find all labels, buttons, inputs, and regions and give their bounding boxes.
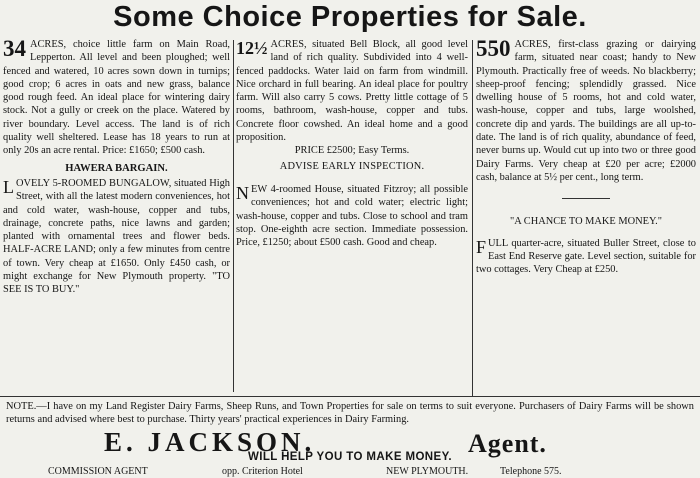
note-divider <box>0 396 700 397</box>
agent-name: E. JACKSON. <box>104 427 316 457</box>
acreage-number: 12½ <box>236 38 268 58</box>
grazing-farm-listing <box>476 38 696 184</box>
office-town: NEW PLYMOUTH. <box>386 466 469 477</box>
drop-letter: F <box>476 236 487 257</box>
drop-letter: N <box>236 182 249 203</box>
buller-street-listing <box>476 237 696 277</box>
office-address: opp. Criterion Hotel <box>222 466 303 477</box>
drop-letter: L <box>3 176 14 197</box>
column-divider-left <box>233 40 234 392</box>
column-divider-right <box>472 40 473 396</box>
lepperton-farm-listing <box>3 38 230 158</box>
commission-label: COMMISSION AGENT <box>48 466 148 477</box>
price-line: PRICE £2500; Easy Terms. <box>294 145 410 157</box>
telephone-number: Telephone 575. <box>500 466 562 477</box>
fitzroy-house-listing <box>236 183 468 249</box>
listing-text: ACRES, choice little farm on Main Road, Lepperton. All level and been ploughed; well fenced and watered, 10 acres sown down in turnips; good crop; 6 acres in oats and new grass, balance good rough feed. An ideal place for wintering dairy stock. Not a gully or creek on the place. Watered by river boundary. Level access. The land is of rich quality well sheltered. Lease has 18 years to run at only 20s an acre rental. Price: £1650; £500 cash. <box>3 39 230 157</box>
agent-footer <box>0 466 700 478</box>
listing-text: EW 4-roomed House, situated Fitzroy; all possible conveniences; hot and cold water; electric light; wash-house, copper and tubs. Close to school and tram stop. One-eighth acre section. Immediate possession. Price, £1250; about £500 cash. Good and cheap. <box>236 183 468 249</box>
listing-text: ACRES, situated Bell Block, all good level land of rich quality. Subdivided into 4 well-fenced paddocks. Water laid on farm from windmill. Nice orchard in full bearing. An ideal place for poultry farm. Will also carry 5 cows. Pretty little cottage of 5 rooms, bathroom, wash-house, copper and tubs. Concrete floor cowshed. An ideal home and a good proposition. <box>236 39 468 144</box>
bell-block-listing <box>236 38 468 144</box>
agent-slogan: WILL HELP YOU TO MAKE MONEY. <box>248 451 452 463</box>
agent-note: NOTE.—I have on my Land Register Dairy Farms, Sheep Runs, and Town Properties for sale on terms to suit everyone. Purchasers of Dairy Farms will be shown returns and advised where best to purchase. Thirty years' practical experiences in Dairy Farming. <box>6 401 694 425</box>
listing-text: ACRES, first-class grazing or dairying farm, situated near coast; handy to New Plymouth. Practically free of weeds. No blackberry; sheep-proof fencing; splendidly grassed. Nice dwelling house of 5 rooms, hot and cold water, wash-house, copper and tubs, large woolshed, concrete dip and yards. The buildings are all up-to-date. The land is of rich quality, abundance of feed, never burns up. Would cut up into two or three good Dairy Farms. Very cheap at £20 per acre; £2000 cash, balance at 5½ per cent., long term. <box>476 39 696 183</box>
advert-headline: Some Choice Properties for Sale. <box>113 1 587 33</box>
column-right <box>476 38 696 276</box>
column-left <box>3 38 230 297</box>
agent-title: Agent. <box>468 429 547 458</box>
chance-heading: "A CHANCE TO MAKE MONEY." <box>510 216 662 228</box>
listing-text: OVELY 5-ROOMED BUNGALOW, situated High Street, with all the latest modern conveniences, hot and cold water, wash-house, copper and tubs, drainage, concrete paths, nice lawns and garden; planted with ornamental trees and flower beds. HALF-ACRE LAND; only a few minutes from centre of town. Very cheap at £1650. Only £450 cash, or might exchange for New Plymouth property. "TO SEE IS TO BUY." <box>3 177 230 296</box>
hawera-bungalow-listing <box>3 177 230 297</box>
advise-line: ADVISE EARLY INSPECTION. <box>279 160 425 172</box>
acreage-number: 34 <box>3 36 26 61</box>
section-subheading: HAWERA BARGAIN. <box>65 162 168 174</box>
listing-text: ULL quarter-acre, situated Buller Street, close to East End Reserve gate. Level section, suitable for two cottages. Very Cheap at £250. <box>476 237 696 276</box>
column-middle <box>236 38 468 249</box>
acreage-number: 550 <box>476 36 511 61</box>
